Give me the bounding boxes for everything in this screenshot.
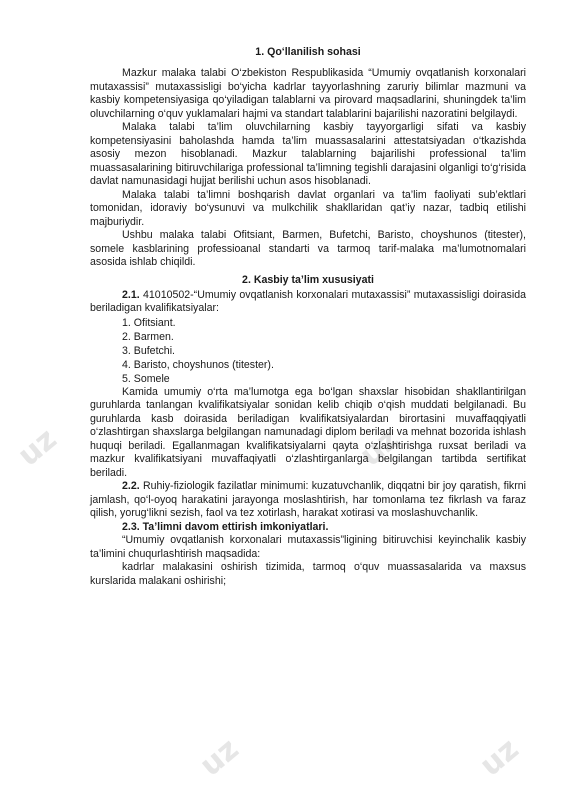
subsection-2-3-title: 2.3. Ta’limni davom ettirish imkoniyatlari. — [122, 520, 329, 533]
paragraph: kadrlar malakasini oshirish tizimida, tarmoq o‘quv muassasalarida va maxsus kurslarida malakani oshirishi; — [90, 561, 526, 587]
item-text: Ruhiy-fiziologik fazilatlar minimumi: kuzatuvchanlik, diqqatni bir joy qaratish, fikrni jamlash, qo‘l-oyoq harakatini jarayonga moslashtirish, har tomonlama tez fikrlash va faraz qilish, yorug‘likni sezish, faol va tez xotirlash, harakat xotirasi va moslashuvchanlik. — [90, 480, 526, 519]
list-item: 5. Somele — [122, 372, 170, 385]
paragraph: Mazkur malaka talabi O‘zbekiston Respublikasida “Umumiy ovqatlanish korxonalari mutaxassisi” mutaxassisligi bo‘yicha kadrlar tayyorlashning zaruriy bilimlar mazmuni va kasbiy kompetensiyasiga qo‘yiladigan talablarni va pirovard maqsadlarini, shuningdek ta’lim oluvchilarning o‘quv yuklamalari hajmi va standart talablarini bajarilishi nazoratini belgilaydi. — [90, 67, 526, 120]
item-text: 41010502-“Umumiy ovqatlanish korxonalari mutaxassisi” mutaxassisligi doirasida beriladigan kvalifikatsiyalar: — [90, 288, 526, 314]
paragraph: “Umumiy ovqatlanish korxonalari mutaxassis”ligining bitiruvchisi keyinchalik kasbiy ta’limini chuqurlashtirish maqsadida: — [90, 534, 526, 560]
list-item: 1. Ofitsiant. — [122, 316, 176, 329]
paragraph: Kamida umumiy o‘rta ma’lumotga ega bo‘lgan shaxslar hisobidan shakllantirilgan guruhlarda tanlangan kvalifikatsiyalar sonidan kelib chiqib o‘qish muddati belgilanadi. Bu guruhlarda kasb doirasida beriladigan kvalifikatsiyalardan birortasini muvaffaqqiyatli o‘zlashtirgan shaxslarga belgilangan namunadagi diplom beriladi va mehnat bozorida ishlash huquqi beriladi. Egallanmagan kvalifikatsiyalarni qayta o‘zlashtirishga ruxsat beriladi va mazkur kvalifikatsiyani muvaffaqiyatli o‘zlashtirganlarga belgilangan tartibda sertifikat beriladi. — [90, 385, 526, 479]
list-item: 2. Barmen. — [122, 330, 174, 343]
list-item: 3. Bufetchi. — [122, 344, 175, 357]
watermark: uz — [353, 421, 406, 474]
item-number: 2.1. — [122, 288, 140, 301]
document-page — [90, 46, 526, 588]
section-1-title: 1. Qo‘llanilish sohasi — [255, 46, 361, 58]
watermark: uz — [473, 731, 526, 784]
paragraph-2-1 — [90, 289, 526, 316]
watermark: uz — [11, 421, 64, 474]
item-number: 2.2. — [122, 480, 140, 492]
list-item: 4. Baristo, choyshunos (titester). — [122, 358, 274, 371]
paragraph: Malaka talabi ta’lim oluvchilarning kasbiy tayyorgarligi sifati va kasbiy kompetensiyasini baholashda hamda ta’lim muassasalarini attestatsiyadan o‘tkazishda asosiy mezon hisoblanadi. Mazkur talablarning bajarilishi professional ta’lim muassasalarining bitiruvchilariga professional ta’limning tegishli darajasini olganligi to‘g‘risida davlat namunasidagi hujjat berilishi uchun asos hisoblanadi. — [90, 121, 526, 187]
section-2-title: 2. Kasbiy ta’lim xususiyati — [242, 273, 374, 286]
paragraph: Ushbu malaka talabi Ofitsiant, Barmen, Bufetchi, Baristo, choyshunos (titester), somele kasblarining professioanal standarti va tarmoq tarif-malaka ma’lumotnomalari asosida ishlab chiqildi. — [90, 229, 526, 268]
paragraph: Malaka talabi ta’limni boshqarish davlat organlari va ta’lim faoliyati sub’ektlari tomonidan, idoraviy bo‘ysunuvi va mulkchilik shakllaridan qat’iy nazar, tadbiq etilishi majburiydir. — [90, 188, 526, 228]
paragraph-2-2 — [90, 480, 526, 521]
watermark: uz — [193, 731, 246, 784]
